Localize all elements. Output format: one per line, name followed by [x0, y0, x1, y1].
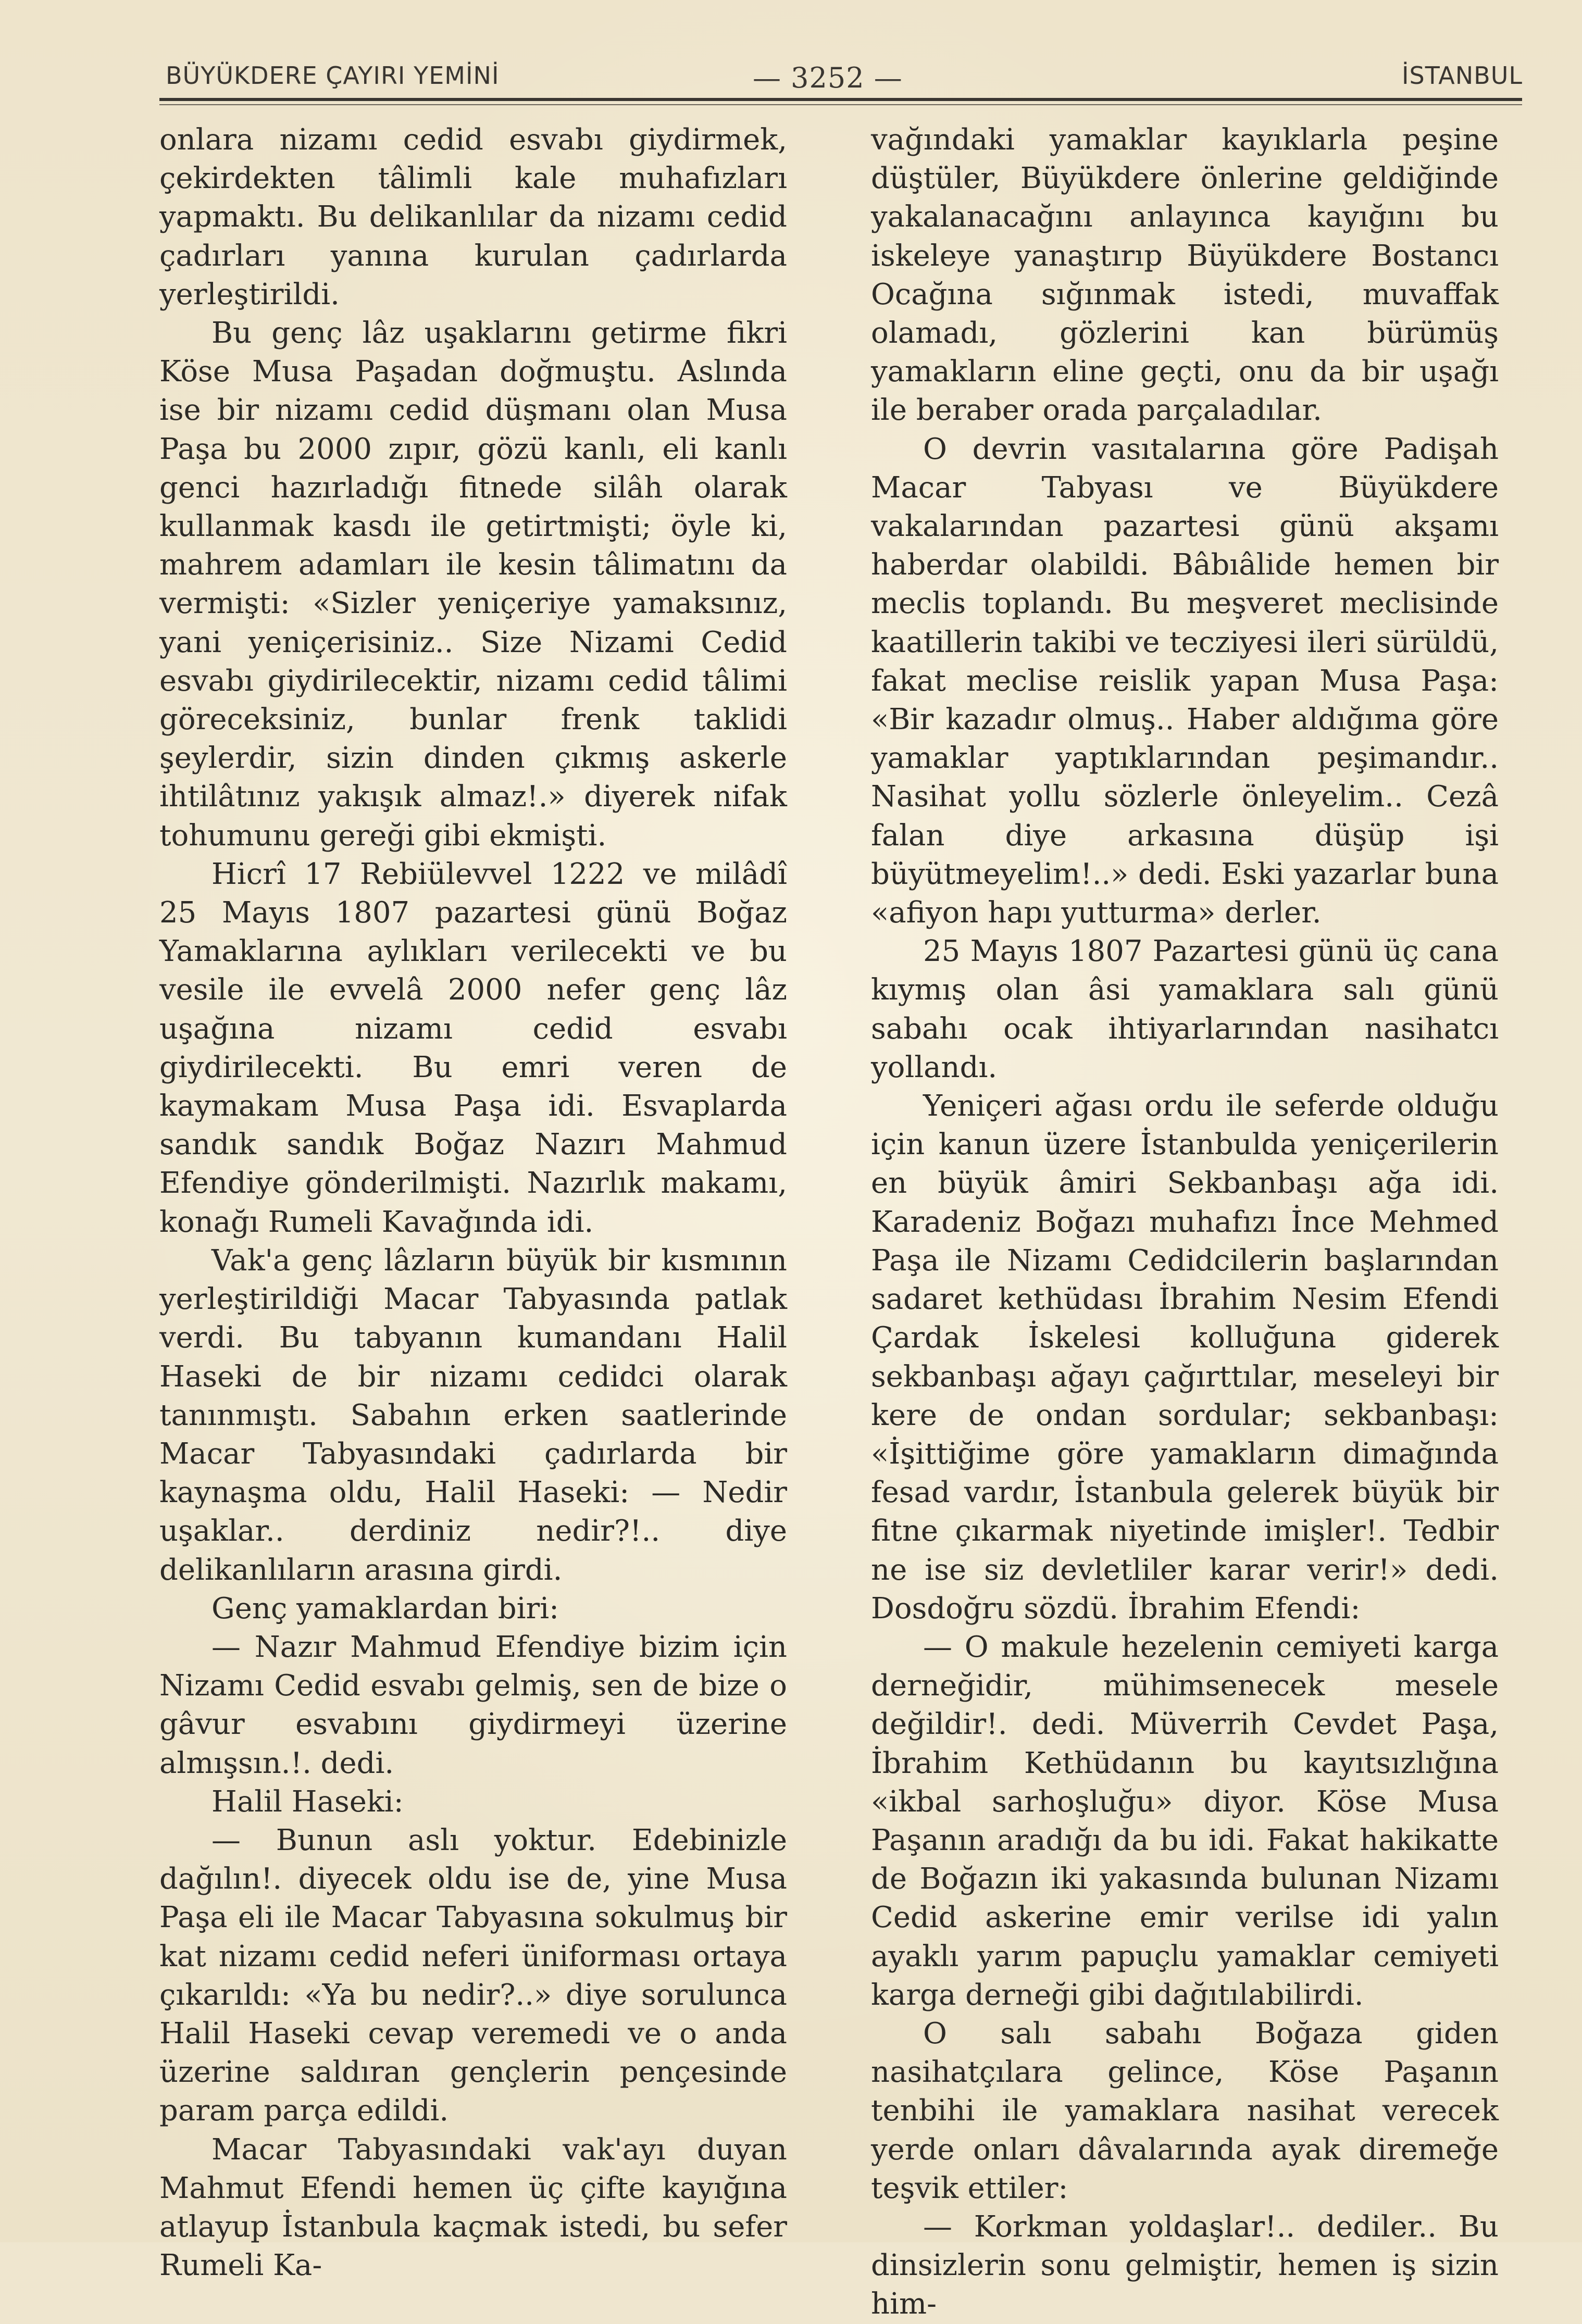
header-rule: [159, 98, 1522, 101]
header-rule-thin: [159, 104, 1522, 105]
paragraph: Hicrî 17 Rebiülevvel 1222 ve milâdî 25 Mayıs 1807 pazartesi günü Boğaz Yamaklarına aylıkları verilecekti ve bu vesile ile evvelâ 2000 nefer genç lâz uşağına nizamı cedid esvabı giydirilecekti. Bu emri veren de kaymakam Musa Paşa idi. Esvaplarda sandık sandık Boğaz Nazırı Mahmud Efendiye gönderilmişti. Nazırlık makamı, konağı Rumeli Kavağında idi.: [159, 857, 787, 1239]
text-column-left: [159, 121, 787, 2285]
paragraph: Bu genç lâz uşaklarını getirme fikri Köse Musa Paşadan doğmuştu. Aslında ise bir nizamı cedid düşmanı olan Musa Paşa bu 2000 zıpır, gözü kanlı, eli kanlı genci hazırladığı fitnede silâh olarak kullanmak kasdı ile getirtmişti; öyle ki, mahrem adamları ile kesin tâlimatını da vermişti: «Sizler yeniçeriye yamaksınız, yani yeniçerisiniz.. Size Nizami Cedid esvabı giydirilecektir, nizamı cedid tâlimi göreceksiniz, bunlar frenk taklidi şeylerdir, sizin dinden çıkmış askerle ihtilâtınız yakışık almaz!.» diyerek nifak tohumunu gereği gibi ekmişti.: [159, 316, 787, 853]
page-number: — 3252 —: [753, 61, 903, 94]
paragraph: O salı sabahı Boğaza giden nasihatçılara gelince, Köse Paşanın tenbihi ile yamaklara nasihat verecek yerde onları dâvalarında ayak diremeğe teşvik ettiler:: [871, 2016, 1499, 2205]
paragraph: vağındaki yamaklar kayıklarla peşine düştüler, Büyükdere önlerine geldiğinde yakalanacağını anlayınca kayığını bu iskeleye yanaştırıp Büyükdere Bostancı Ocağına sığınmak istedi, muvaffak olamadı, gözlerini kan bürümüş yamakların eline geçti, onu da bir uşağı ile beraber orada parçaladılar.: [871, 123, 1499, 428]
paragraph: Macar Tabyasındaki vak'ayı duyan Mahmut Efendi hemen üç çifte kayığına atlayup İstanbula kaçmak istedi, bu sefer Rumeli Ka-: [159, 2132, 787, 2283]
paragraph: — Bunun aslı yoktur. Edebinizle dağılın!. diyecek oldu ise de, yine Musa Paşa eli ile Macar Tabyasına sokulmuş bir kat nizamı cedid neferi üniforması ortaya çıkarıldı: «Ya bu nedir?..» diye sorulunca Halil Haseki cevap veremedi ve o anda üzerine saldıran gençlerin pençesinde param parça edildi.: [159, 1823, 787, 2128]
text-column-right: [871, 121, 1499, 2324]
header-section: İSTANBUL: [1401, 61, 1523, 90]
paragraph: O devrin vasıtalarına göre Padişah Macar Tabyası ve Büyükdere vakalarından pazartesi günü akşamı haberdar olabildi. Bâbıâlide hemen bir meclis toplandı. Bu meşveret meclisinde kaatillerin takibi ve tecziyesi ileri sürüldü, fakat meclise reislik yapan Musa Paşa: «Bir kazadır olmuş.. Haber aldığıma göre yamaklar yaptıklarından peşimandır.. Nasihat yollu sözlerle önleyelim.. Cezâ falan diye arkasına düşüp işi büyütmeyelim!..» dedi. Eski yazarlar buna «afiyon hapı yutturma» derler.: [871, 432, 1499, 930]
paragraph: onlara nizamı cedid esvabı giydirmek, çekirdekten tâlimli kale muhafızları yapmaktı. Bu delikanlılar da nizamı cedid çadırları yanına kurulan çadırlarda yerleştirildi.: [159, 123, 787, 311]
paragraph: Yeniçeri ağası ordu ile seferde olduğu için kanun üzere İstanbulda yeniçerilerin en büyük âmiri Sekbanbaşı ağa idi. Karadeniz Boğazı muhafızı İnce Mehmed Paşa ile Nizamı Cedidcilerin başlarından sadaret kethüdası İbrahim Nesim Efendi Çardak İskelesi kolluğuna giderek sekbanbaşı ağayı çağırttılar, meseleyi bir kere de ondan sordular; sekbanbaşı: «İşittiğime göre yamakların dimağında fesad vardır, İstanbula gelerek büyük bir fitne çıkarmak niyetinde imişler!. Tedbir ne ise siz devletliler karar verir!» dedi. Dosdoğru sözdü. İbrahim Efendi:: [871, 1089, 1499, 1626]
paragraph: — Nazır Mahmud Efendiye bizim için Nizamı Cedid esvabı gelmiş, sen de bize o gâvur esvabını giydirmeyi üzerine almışsın.!. dedi.: [159, 1630, 787, 1780]
paragraph: 25 Mayıs 1807 Pazartesi günü üç cana kıymış olan âsi yamaklara salı günü sabahı ocak ihtiyarlarından nasihatcı yollandı.: [871, 934, 1499, 1084]
paragraph: — Korkman yoldaşlar!.. dediler.. Bu dinsizlerin sonu gelmiştir, hemen iş sizin him-: [871, 2209, 1499, 2321]
running-header: [166, 61, 1523, 103]
paragraph: Genç yamaklardan biri:: [211, 1591, 559, 1626]
header-title: BÜYÜKDERE ÇAYIRI YEMİNİ: [166, 61, 500, 90]
paragraph: Halil Haseki:: [211, 1784, 404, 1819]
paragraph: Vak'a genç lâzların büyük bir kısmının yerleştirildiği Macar Tabyasında patlak verdi. Bu tabyanın kumandanı Halil Haseki de bir nizamı cedidci olarak tanınmıştı. Sabahın erken saatlerinde Macar Tabyasındaki çadırlarda bir kaynaşma oldu, Halil Haseki: — Nedir uşaklar.. derdiniz nedir?!.. diye delikanlıların arasına girdi.: [159, 1243, 787, 1587]
paragraph: — O makule hezelenin cemiyeti karga derneğidir, mühimsenecek mesele değildir!. dedi. Müverrih Cevdet Paşa, İbrahim Kethüdanın bu kayıtsızlığına «ikbal sarhoşluğu» diyor. Köse Musa Paşanın aradığı da bu idi. Fakat hakikatte de Boğazın iki yakasında bulunan Nizamı Cedid askerine emir verilse idi yalın ayaklı yarım papuçlu yamaklar cemiyeti karga derneği gibi dağıtılabilirdi.: [871, 1630, 1499, 2012]
